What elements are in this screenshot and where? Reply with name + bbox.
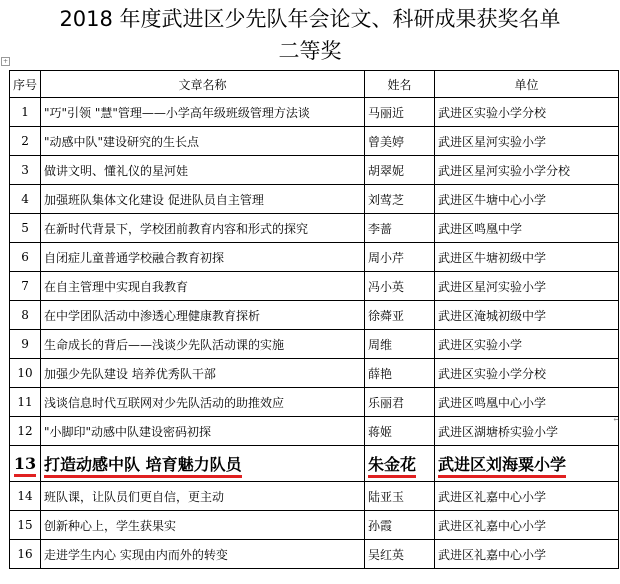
cell-title: "小脚印"动感中队建设密码初探 bbox=[41, 417, 365, 446]
cell-title: 创新种心上，学生获果实 bbox=[41, 511, 365, 540]
table-row bbox=[10, 388, 619, 417]
cell-title: 在新时代背景下，学校团前教育内容和形式的探究 bbox=[41, 214, 365, 243]
cell-name: 胡翠妮 bbox=[365, 156, 435, 185]
cell-title: 加强少先队建设 培养优秀队干部 bbox=[41, 359, 365, 388]
cell-unit: 武进区星河实验小学分校 bbox=[435, 156, 619, 185]
cell-no: 14 bbox=[10, 482, 41, 511]
cell-no: 10 bbox=[10, 359, 41, 388]
col-header-no: 序号 bbox=[10, 71, 41, 98]
cell-unit: 武进区星河实验小学 bbox=[435, 272, 619, 301]
cell-title-text: 打造动感中队 培育魅力队员 bbox=[44, 455, 242, 478]
cell-unit: 武进区鸣凰中学 bbox=[435, 214, 619, 243]
cell-name: 冯小英 bbox=[365, 272, 435, 301]
cell-name: 李蔷 bbox=[365, 214, 435, 243]
cell-title: "巧"引领 "慧"管理——小学高年级班级管理方法谈 bbox=[41, 98, 365, 127]
paragraph-mark-icon: ↵ bbox=[612, 414, 620, 425]
cell-name: 刘莺芝 bbox=[365, 185, 435, 214]
cell-title: 在中学团队活动中渗透心理健康教育探析 bbox=[41, 301, 365, 330]
cell-no: 7 bbox=[10, 272, 41, 301]
table-row bbox=[10, 417, 619, 446]
table-header-row bbox=[10, 71, 619, 98]
cell-no: 8 bbox=[10, 301, 41, 330]
cell-unit: 武进区实验小学 bbox=[435, 330, 619, 359]
cell-unit-text: 武进区刘海粟小学 bbox=[438, 455, 566, 478]
cell-name: 曾美婷 bbox=[365, 127, 435, 156]
cell-unit: 武进区鸣凰中心小学 bbox=[435, 388, 619, 417]
cell-unit: 武进区礼嘉中心小学 bbox=[435, 482, 619, 511]
cell-no: 6 bbox=[10, 243, 41, 272]
cell-name: 吴红英 bbox=[365, 540, 435, 569]
table-anchor-icon[interactable]: + bbox=[2, 58, 9, 65]
cell-unit: 武进区牛塘中心小学 bbox=[435, 185, 619, 214]
cell-title: 做讲文明、懂礼仪的星河娃 bbox=[41, 156, 365, 185]
award-table bbox=[9, 70, 619, 569]
cell-title: 班队课，让队员们更自信，更主动 bbox=[41, 482, 365, 511]
cell-name: 陆亚玉 bbox=[365, 482, 435, 511]
cell-title: 生命成长的背后——浅谈少先队活动课的实施 bbox=[41, 330, 365, 359]
cell-name: 周小芹 bbox=[365, 243, 435, 272]
table-row bbox=[10, 272, 619, 301]
cell-name-text: 朱金花 bbox=[368, 455, 416, 478]
col-header-title: 文章名称 bbox=[41, 71, 365, 98]
cell-title bbox=[41, 446, 365, 482]
cell-no: 9 bbox=[10, 330, 41, 359]
cell-unit: 武进区实验小学分校 bbox=[435, 359, 619, 388]
cell-no: 5 bbox=[10, 214, 41, 243]
cell-unit: 武进区礼嘉中心小学 bbox=[435, 540, 619, 569]
cell-title: 浅谈信息时代互联网对少先队活动的助推效应 bbox=[41, 388, 365, 417]
cell-title: 自闭症儿童普通学校融合教育初探 bbox=[41, 243, 365, 272]
cell-name: 乐丽君 bbox=[365, 388, 435, 417]
cell-name: 孙霞 bbox=[365, 511, 435, 540]
cell-title: 在自主管理中实现自我教育 bbox=[41, 272, 365, 301]
table-row bbox=[10, 156, 619, 185]
cell-title: "动感中队"建设研究的生长点 bbox=[41, 127, 365, 156]
table-row bbox=[10, 127, 619, 156]
table-row bbox=[10, 446, 619, 482]
table-row bbox=[10, 511, 619, 540]
table-row bbox=[10, 301, 619, 330]
cell-no: 3 bbox=[10, 156, 41, 185]
cell-no: 12 bbox=[10, 417, 41, 446]
cell-name: 周维 bbox=[365, 330, 435, 359]
cell-unit: 武进区实验小学分校 bbox=[435, 98, 619, 127]
cell-unit: 武进区礼嘉中心小学 bbox=[435, 511, 619, 540]
table-row bbox=[10, 214, 619, 243]
cell-no-text: 13 bbox=[14, 454, 36, 477]
table-row bbox=[10, 243, 619, 272]
page-subtitle: 二等奖 bbox=[278, 39, 342, 63]
cell-no: 2 bbox=[10, 127, 41, 156]
table-row bbox=[10, 185, 619, 214]
cell-name: 马丽近 bbox=[365, 98, 435, 127]
table-row bbox=[10, 330, 619, 359]
page-title: 2018 年度武进区少先队年会论文、科研成果获奖名单 bbox=[59, 7, 561, 31]
col-header-name: 姓名 bbox=[365, 71, 435, 98]
cell-no: 1 bbox=[10, 98, 41, 127]
cell-no: 15 bbox=[10, 511, 41, 540]
cell-no: 4 bbox=[10, 185, 41, 214]
cell-unit bbox=[435, 446, 619, 482]
cell-no: 16 bbox=[10, 540, 41, 569]
cell-name: 蒋姬 bbox=[365, 417, 435, 446]
cell-title: 加强班队集体文化建设 促进队员自主管理 bbox=[41, 185, 365, 214]
table-row bbox=[10, 98, 619, 127]
cell-unit: 武进区淹城初级中学 bbox=[435, 301, 619, 330]
cell-no bbox=[10, 446, 41, 482]
table-row bbox=[10, 359, 619, 388]
cell-no: 11 bbox=[10, 388, 41, 417]
col-header-unit: 单位 bbox=[435, 71, 619, 98]
cell-title: 走进学生内心 实现由内而外的转变 bbox=[41, 540, 365, 569]
cell-unit: 武进区牛塘初级中学 bbox=[435, 243, 619, 272]
table-row bbox=[10, 482, 619, 511]
cell-name bbox=[365, 446, 435, 482]
cell-unit: 武进区湖塘桥实验小学 bbox=[435, 417, 619, 446]
cell-name: 薛艳 bbox=[365, 359, 435, 388]
cell-unit: 武进区星河实验小学 bbox=[435, 127, 619, 156]
cell-name: 徐蕣亚 bbox=[365, 301, 435, 330]
table-row bbox=[10, 540, 619, 569]
